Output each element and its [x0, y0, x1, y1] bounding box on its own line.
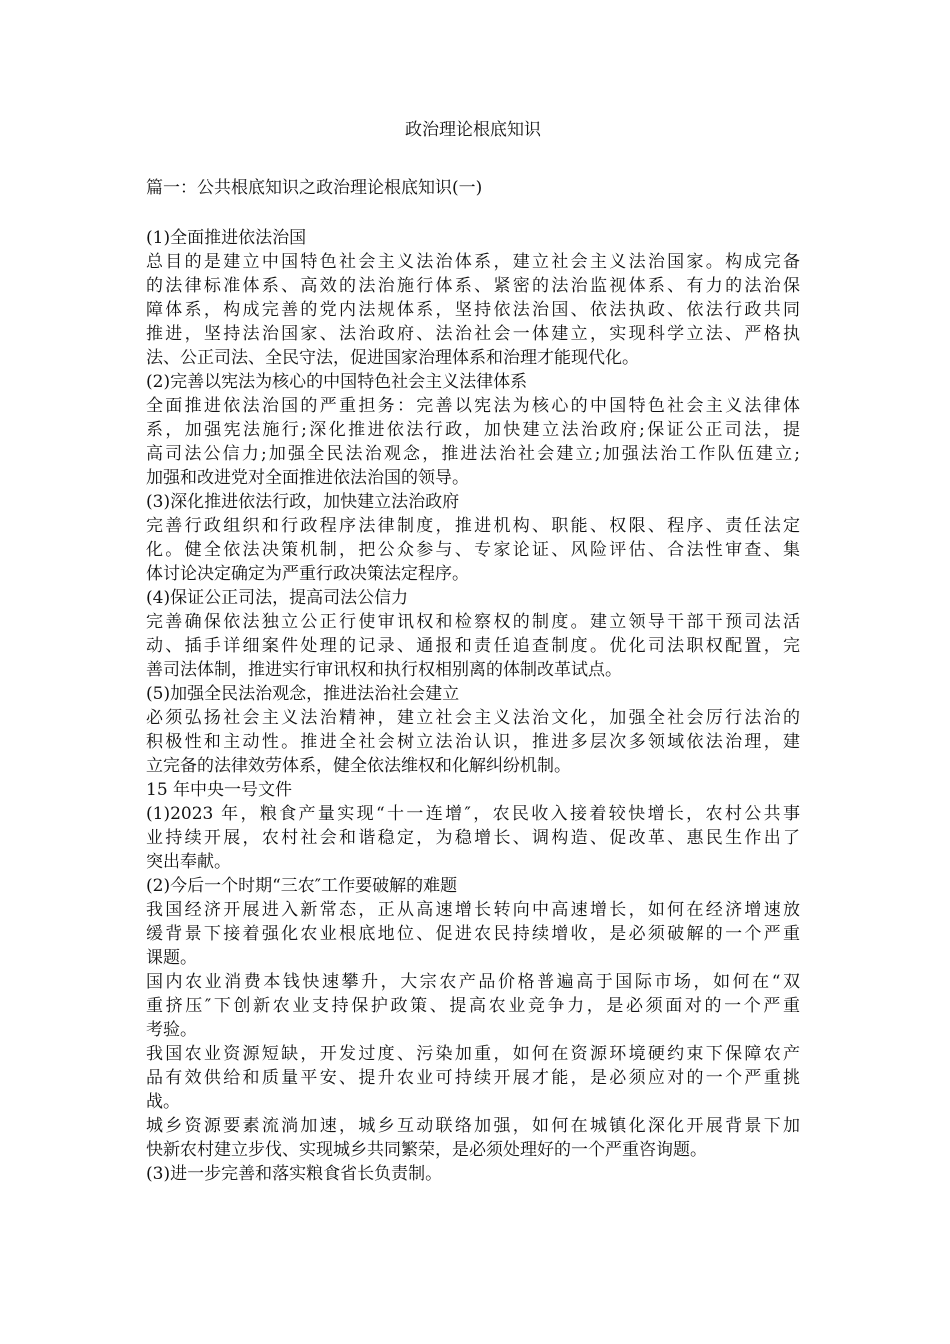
document-title: 政治理论根底知识 — [405, 120, 541, 140]
text-line: 我国经济开展进入新常态，正从高速增长转向中高速增长，如何在经济增速放 — [146, 900, 800, 920]
text-line: (5)加强全民法治观念，推进法治社会建立 — [146, 684, 460, 704]
section-heading — [146, 490, 800, 514]
section-heading — [146, 682, 800, 706]
section-heading — [146, 370, 800, 394]
text-line: 化。健全依法决策机制，把公众参与、专家论证、风险评估、合法性审查、集 — [146, 540, 800, 560]
text-line: (2)今后一个时期“三农″工作要破解的难题 — [146, 876, 458, 896]
text-line: (1)全面推进依法治国 — [146, 228, 307, 248]
section-heading — [146, 874, 800, 898]
paragraph — [146, 250, 800, 370]
section-heading — [146, 586, 800, 610]
text-line: 高司法公信力;加强全民法治观念，推进法治社会建立;加强法治工作队伍建立; — [146, 444, 800, 464]
text-line: 城乡资源要素流淌加速，城乡互动联络加强，如何在城镇化深化开展背景下加 — [146, 1116, 800, 1136]
text-line: (1)2023 年，粮食产量实现“十一连增″，农民收入接着较快增长，农村公共事 — [146, 804, 800, 824]
text-line: (4)保证公正司法，提高司法公信力 — [146, 588, 409, 608]
text-line: 必须弘扬社会主义法治精神，建立社会主义法治文化，加强全社会厉行法治的 — [146, 708, 800, 728]
paragraph — [146, 970, 800, 1042]
text-line: 总目的是建立中国特色社会主义法治体系，建立社会主义法治国家。构成完备 — [146, 252, 800, 272]
text-line: 考验。 — [146, 1020, 197, 1040]
text-line: 系，加强宪法施行;深化推进依法行政，加快建立法治政府;保证公正司法，提 — [146, 420, 800, 440]
text-line: 我国农业资源短缺，开发过度、污染加重，如何在资源环境硬约束下保障农产 — [146, 1044, 800, 1064]
text-line: (2)完善以宪法为核心的中国特色社会主义法律体系 — [146, 372, 528, 392]
paragraph — [146, 1114, 800, 1162]
section-heading — [146, 226, 800, 250]
text-line: 积极性和主动性。推进全社会树立法治认识，推进多层次多领域依法治理，建 — [146, 732, 800, 752]
text-line: 立完备的法律效劳体系，健全依法维权和化解纠纷机制。 — [146, 756, 571, 776]
text-line: 推进，坚持法治国家、法治政府、法治社会一体建立，实现科学立法、严格执 — [146, 324, 800, 344]
section-heading — [146, 1162, 800, 1186]
text-line: 善司法体制，推进实行审讯权和执行权相别离的体制改革试点。 — [146, 660, 622, 680]
text-line: 完善确保依法独立公正行使审讯权和检察权的制度。建立领导干部干预司法活 — [146, 612, 800, 632]
text-line: 课题。 — [146, 948, 197, 968]
text-line: 国内农业消费本钱快速攀升，大宗农产品价格普遍高于国际市场，如何在“双 — [146, 972, 800, 992]
text-line: 突出奉献。 — [146, 852, 231, 872]
paragraph — [146, 898, 800, 970]
text-line: 全面推进依法治国的严重担务：完善以宪法为核心的中国特色社会主义法律体 — [146, 396, 800, 416]
text-line: 的法律标准体系、高效的法治施行体系、紧密的法治监视体系、有力的法治保 — [146, 276, 800, 296]
text-line: 品有效供给和质量平安、提升农业可持续开展才能，是必须应对的一个严重挑 — [146, 1068, 800, 1088]
text-line: 快新农村建立步伐、实现城乡共同繁荣，是必须处理好的一个严重咨询题。 — [146, 1140, 707, 1160]
text-line: 15 年中央一号文件 — [146, 780, 293, 800]
text-line: 体讨论决定确定为严重行政决策法定程序。 — [146, 564, 469, 584]
text-line: 缓背景下接着强化农业根底地位、促进农民持续增收，是必须破解的一个严重 — [146, 924, 800, 944]
paragraph — [146, 802, 800, 874]
text-line: 完善行政组织和行政程序法律制度，推进机构、职能、权限、程序、责任法定 — [146, 516, 800, 536]
paragraph — [146, 610, 800, 682]
document-body — [146, 226, 800, 1186]
text-line: 加强和改进党对全面推进依法治国的领导。 — [146, 468, 469, 488]
document-page — [146, 118, 800, 1186]
text-line: 战。 — [146, 1092, 180, 1112]
paragraph — [146, 514, 800, 586]
text-line: 法、公正司法、全民守法，促进国家治理体系和治理才能现代化。 — [146, 348, 639, 368]
paragraph — [146, 706, 800, 778]
section-heading — [146, 778, 800, 802]
document-subtitle: 篇一：公共根底知识之政治理论根底知识(一) — [146, 178, 483, 198]
text-line: 障体系，构成完善的党内法规体系，坚持依法治国、依法执政、依法行政共同 — [146, 300, 800, 320]
text-line: (3)深化推进依法行政，加快建立法治政府 — [146, 492, 460, 512]
text-line: 重挤压″下创新农业支持保护政策、提高农业竞争力，是必须面对的一个严重 — [146, 996, 800, 1016]
text-line: (3)进一步完善和落实粮食省长负责制。 — [146, 1164, 443, 1184]
text-line: 动、插手详细案件处理的记录、通报和责任追查制度。优化司法职权配置，完 — [146, 636, 800, 656]
text-line: 业持续开展，农村社会和谐稳定，为稳增长、调构造、促改革、惠民生作出了 — [146, 828, 800, 848]
paragraph — [146, 394, 800, 490]
paragraph — [146, 1042, 800, 1114]
